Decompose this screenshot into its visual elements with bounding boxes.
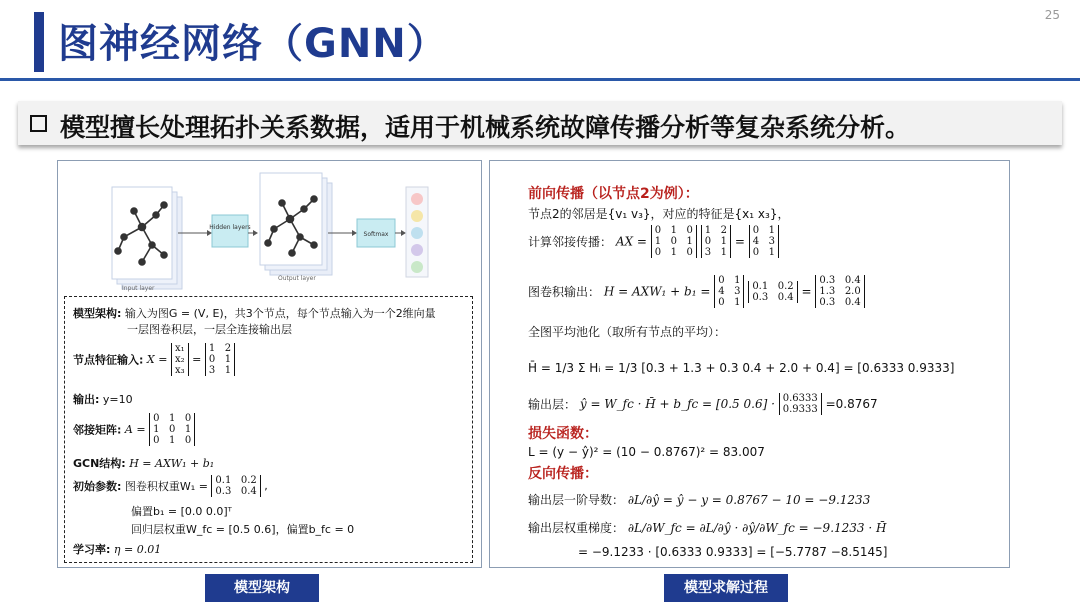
- output-node-3: [411, 227, 423, 239]
- aggregation-label: 计算邻接传播：: [528, 235, 613, 249]
- gcn-row: [73, 455, 214, 471]
- init-label: 初始参数:: [73, 480, 122, 493]
- caption-model-architecture: 模型架构: [205, 574, 319, 602]
- grad1-row: [528, 491, 870, 508]
- page-number: 25: [1044, 8, 1060, 22]
- hidden-layers-box: [212, 215, 248, 247]
- adjacency-eq: A =: [124, 423, 146, 436]
- grad2-label: 输出层权重梯度：: [528, 521, 625, 535]
- arch-text-1: 输入为图G = (V, E)，共3个节点，每个节点输入为一个2维向量: [124, 307, 436, 320]
- softmax-label: Softmax: [363, 231, 389, 238]
- aggregation-eq: AX =: [615, 234, 647, 249]
- caption-solution-process: 模型求解过程: [664, 574, 788, 602]
- grad1-eq: ∂L/∂ŷ = ŷ − y = 0.8767 − 10 = −9.1233: [627, 493, 871, 507]
- w1-matrix-r: 0.1 0.2 0.3 0.4: [748, 281, 797, 303]
- hbar-vector: 0.6333 0.9333: [779, 393, 822, 415]
- init-row: 初始参数: 图卷积权重W₁ = 0.1 0.2 0.3 0.4 ,: [73, 475, 268, 497]
- adjacency-matrix-r: 0 1 0 1 0 1 0 1 0: [651, 225, 697, 258]
- output-layer-label-r: 输出层：: [528, 397, 577, 412]
- conv-label: 图卷积输出：: [528, 285, 601, 299]
- grad1-label: 输出层一阶导数：: [528, 493, 625, 507]
- output-layer-label: Output layer: [278, 275, 316, 282]
- bullet-banner: [18, 101, 1062, 145]
- feature-eq: X =: [146, 353, 168, 366]
- gcn-eq: H = AXW₁ + b₁: [129, 457, 215, 470]
- output-value: y=10: [102, 393, 133, 406]
- adjacency-matrix: 0 1 0 1 0 1 0 1 0: [149, 413, 195, 446]
- gnn-architecture-diagram: [64, 167, 474, 295]
- pool-eq: H̄ = 1/3 Σ Hᵢ = 1/3 [0.3 + 1.3 + 0.3 0.4 + 2.0 + 0.4] = [0.6333 0.9333]: [528, 361, 955, 375]
- square-bullet-icon: [30, 115, 47, 132]
- feature-matrix: 1 2 0 1 3 1: [205, 343, 235, 376]
- forward-title: 前向传播（以节点2为例）：: [528, 186, 699, 202]
- model-parameters-box: [64, 296, 473, 563]
- ax-matrix: 0 1 4 3 0 1: [714, 275, 744, 308]
- pool-text: 全图平均池化（取所有节点的平均）：: [528, 325, 727, 339]
- output-node-5: [411, 261, 423, 273]
- loss-eq: L = (y − ŷ)² = (10 − 0.8767)² = 83.007: [528, 445, 765, 459]
- conv-row: 图卷积输出： H = AXW₁ + b₁ = 0 1 4 3 0 1 0.1 0.2 0.3 0.4 = 0.3 0.4 1.3 2.0 0.3 0.4: [528, 275, 865, 308]
- init-w1: 图卷积权重W₁ =: [124, 480, 208, 493]
- bullet-text: 模型擅长处理拓扑关系数据，适用于机械系统故障传播分析等复杂系统分析。: [60, 113, 911, 142]
- lr-row: [73, 541, 161, 557]
- adjacency-row: [73, 413, 195, 446]
- output-node-4: [411, 244, 423, 256]
- backprop-title: 反向传播：: [528, 466, 598, 482]
- adjacency-label: 邻接矩阵:: [73, 423, 122, 437]
- model-architecture-panel: [57, 160, 482, 568]
- grad2-row: [528, 519, 886, 536]
- output-node-1: [411, 193, 423, 205]
- output-layer-row: [528, 393, 878, 415]
- aggregation-row: 计算邻接传播： AX = 0 1 0 1 0 1 0 1 0 1 2 0 1 3 1 = 0 1 4 3 0 1: [528, 225, 779, 258]
- solution-process-panel: [489, 160, 1010, 568]
- page-title: 图神经网络（GNN）: [58, 21, 448, 67]
- output-label: 输出:: [73, 393, 100, 406]
- lr-label: 学习率:: [73, 543, 111, 556]
- init-wfc: 回归层权重W_fc = [0.5 0.6]，偏置b_fc = 0: [131, 523, 355, 536]
- feature-vector: x₁ x₂ x₃: [171, 343, 189, 376]
- neighbors-text: 节点2的邻居是{v₁ v₃}，对应的特征是{x₁ x₃}，: [528, 207, 790, 221]
- output-node-2: [411, 210, 423, 222]
- loss-title: 损失函数：: [528, 426, 598, 442]
- ax-result-matrix: 0 1 4 3 0 1: [749, 225, 779, 258]
- grad2-eq: ∂L/∂W_fc = ∂L/∂ŷ · ∂ŷ/∂W_fc = −9.1233 · H̄: [627, 521, 887, 535]
- input-layer-label: Input layer: [122, 285, 155, 292]
- lr-value: η = 0.01: [113, 543, 162, 556]
- conv-eq: H = AXW₁ + b₁ =: [603, 284, 711, 299]
- feature-matrix-r: 1 2 0 1 3 1: [701, 225, 731, 258]
- title-accent-bar: [34, 12, 44, 72]
- output-result: =0.8767: [825, 397, 878, 411]
- arch-row-1: [73, 305, 436, 321]
- gcn-label: GCN结构:: [73, 457, 126, 470]
- arch-text-2: 一层图卷积层，一层全连接输出层: [127, 323, 292, 336]
- output-row: [73, 391, 133, 407]
- hidden-layers-label: Hidden layers: [209, 224, 251, 231]
- grad2-eq-2: = −9.1233 · [0.6333 0.9333] = [−5.7787 −8.5145]: [578, 545, 888, 559]
- h-result-matrix: 0.3 0.4 1.3 2.0 0.3 0.4: [815, 275, 864, 308]
- arch-label: 模型架构:: [73, 307, 122, 320]
- init-b1: 偏置b₁ = [0.0 0.0]ᵀ: [131, 505, 232, 518]
- output-layer-eq: ŷ = W_fc · H̄ + b_fc = [0.5 0.6] ·: [579, 397, 775, 411]
- w1-matrix: 0.1 0.2 0.3 0.4: [211, 475, 260, 497]
- title-divider: [0, 78, 1080, 81]
- feature-row: 节点特征输入: X = x₁ x₂ x₃ = 1 2 0 1 3 1: [73, 343, 235, 376]
- feature-label: 节点特征输入:: [73, 353, 144, 367]
